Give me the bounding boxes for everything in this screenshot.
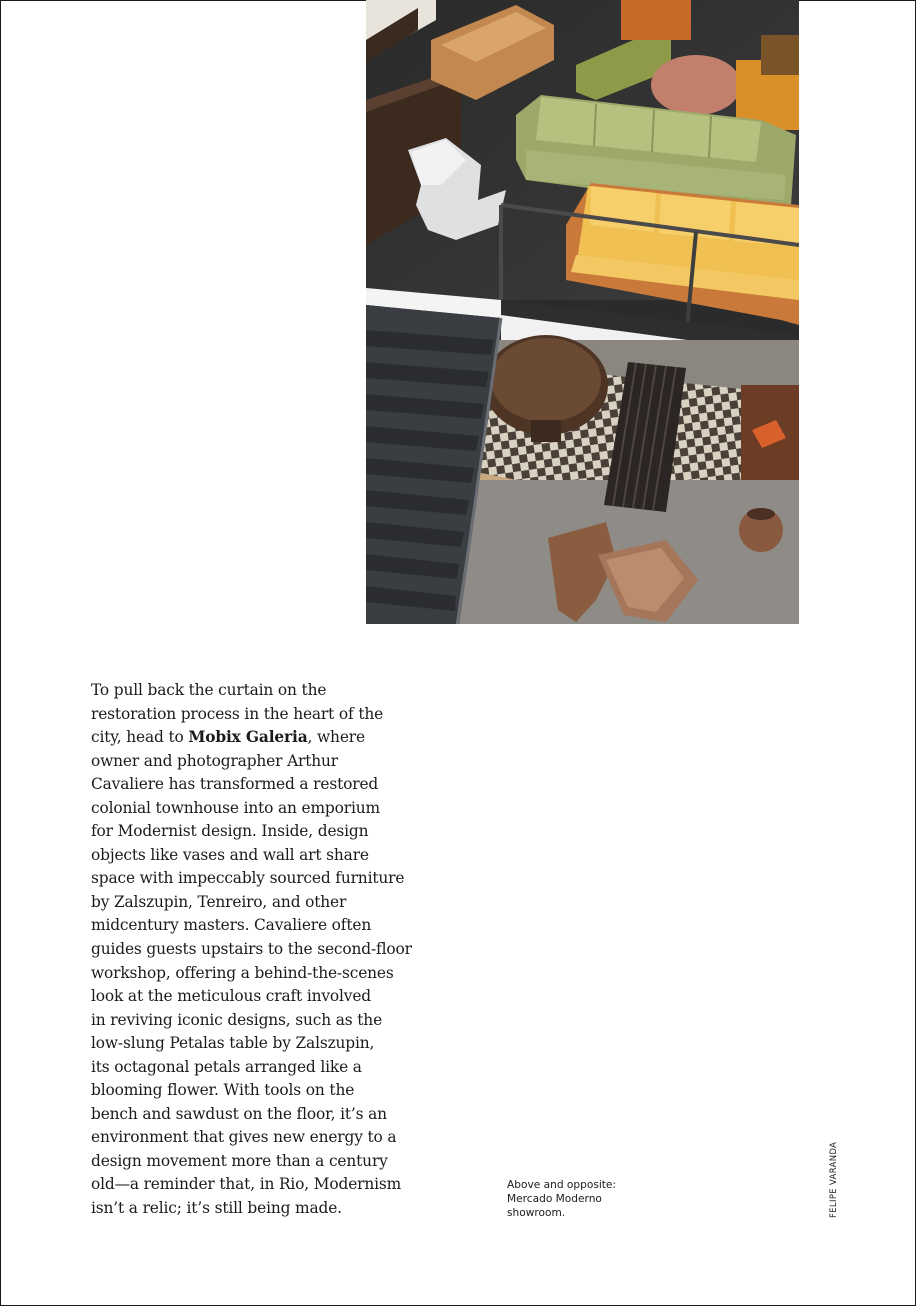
showroom-photo-illustration: [366, 0, 799, 624]
article-line: Cavaliere has transformed a restored: [91, 775, 379, 794]
article-line: objects like vases and wall art share: [91, 845, 369, 864]
article-body: [91, 679, 441, 1221]
article-line: workshop, offering a behind-the-scenes: [91, 963, 394, 982]
article-line: bench and sawdust on the floor, it’s an: [91, 1104, 387, 1123]
article-line: blooming flower. With tools on the: [91, 1081, 355, 1100]
article-line: low-slung Petalas table by Zalszupin,: [91, 1034, 375, 1053]
caption-line: Above and opposite:: [507, 1179, 617, 1191]
article-line: environment that gives new energy to a: [91, 1128, 397, 1147]
article-line: by Zalszupin, Tenreiro, and other: [91, 892, 347, 911]
article-line: its octagonal petals arranged like a: [91, 1057, 362, 1076]
article-line: space with impeccably sourced furniture: [91, 869, 405, 888]
article-line: isn’t a relic; it’s still being made.: [91, 1199, 342, 1218]
article-line: design movement more than a century: [91, 1151, 388, 1170]
article-line: in reviving iconic designs, such as the: [91, 1010, 383, 1029]
article-line: guides guests upstairs to the second-floor: [91, 940, 412, 959]
article-line: restoration process in the heart of the: [91, 704, 384, 723]
article-line: To pull back the curtain on the: [91, 681, 327, 699]
showroom-photo: [366, 0, 799, 624]
article-line: for Modernist design. Inside, design: [91, 822, 369, 841]
article-line: colonial townhouse into an emporium: [91, 798, 380, 817]
photo-caption: [507, 1178, 657, 1221]
venue-name: Mobix Galeria: [188, 728, 308, 747]
caption-line: Mercado Moderno: [507, 1193, 602, 1206]
article-line: city, head to Mobix Galeria, where: [91, 728, 365, 747]
article-line: owner and photographer Arthur: [91, 751, 339, 770]
caption-line: showroom.: [507, 1207, 566, 1220]
article-line: midcentury masters. Cavaliere often: [91, 916, 372, 935]
article-line: old—a reminder that, in Rio, Modernism: [91, 1175, 402, 1194]
photo-credit: FELIPE VARANDA: [828, 1141, 838, 1218]
article-line: look at the meticulous craft involved: [91, 987, 372, 1006]
